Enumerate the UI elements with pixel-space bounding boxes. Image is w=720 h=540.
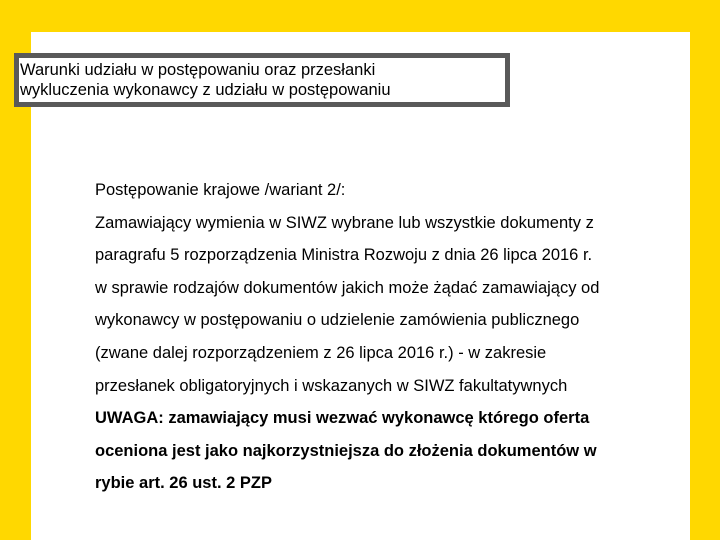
slide-title <box>19 58 505 100</box>
body-line: Zamawiający wymienia w SIWZ wybrane lub wszystkie dokumenty z <box>95 213 594 232</box>
body-line: wykonawcy w postępowaniu o udzielenie zamówienia publicznego <box>95 311 580 330</box>
slide-body <box>95 174 685 500</box>
warning-line: rybie art. 26 ust. 2 PZP <box>95 474 272 493</box>
title-line: Warunki udziału w postępowaniu oraz przesłanki <box>20 61 376 79</box>
title-line: wykluczenia wykonawcy z udziału w postępowaniu <box>20 81 391 99</box>
body-line: w sprawie rodzajów dokumentów jakich może żądać zamawiający od <box>95 278 600 297</box>
title-box <box>14 53 510 107</box>
body-line: (zwane dalej rozporządzeniem z 26 lipca 2016 r.) - w zakresie <box>95 343 547 362</box>
body-line: przesłanek obligatoryjnych i wskazanych w SIWZ fakultatywnych <box>95 376 568 395</box>
warning-line: UWAGA: zamawiający musi wezwać wykonawcę którego oferta <box>95 409 590 428</box>
body-heading: Postępowanie krajowe /wariant 2/: <box>95 181 346 199</box>
warning-line: oceniona jest jako najkorzystniejsza do złożenia dokumentów w <box>95 441 597 460</box>
body-line: paragrafu 5 rozporządzenia Ministra Rozwoju z dnia 26 lipca 2016 r. <box>95 246 593 265</box>
